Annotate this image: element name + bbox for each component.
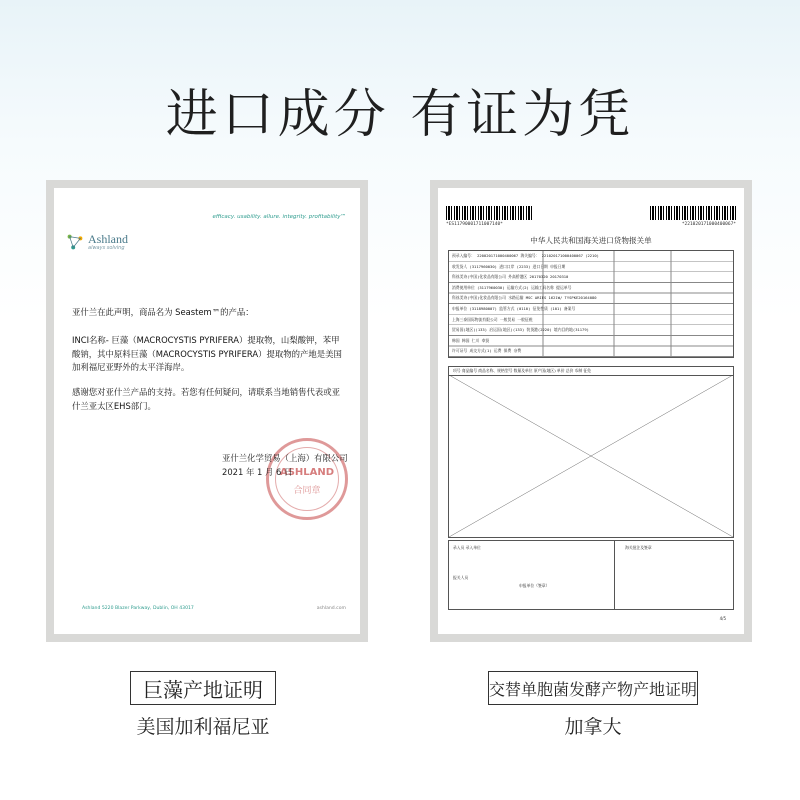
customs-annotation-label: 海关批注及签章 bbox=[625, 545, 652, 550]
customs-declaration-sheet bbox=[438, 188, 744, 634]
letter-date: 2021 年 1 月 6 日 bbox=[222, 467, 293, 477]
company-seal bbox=[266, 438, 348, 520]
strike-out-lines bbox=[449, 375, 733, 537]
ashland-logo bbox=[66, 233, 128, 251]
customs-declaration-frame bbox=[430, 180, 752, 642]
grid-row: 申报单位 (3118980007) 监管方式 (0110) 征免性质 (101) 备案号 bbox=[452, 306, 576, 311]
signatory-company: 亚什兰化学贸易（上海）有限公司 bbox=[222, 453, 348, 463]
customs-form-title: 中华人民共和国海关进口货物报关单 bbox=[530, 236, 652, 245]
letter-footer-website: ashland.com bbox=[316, 606, 346, 611]
letterhead-tagline: efficacy. usability. allure. integrity. profitability™ bbox=[212, 214, 346, 220]
grid-row: 韩国 韩国 仁川 奉贤 bbox=[452, 337, 490, 343]
barcode-left bbox=[446, 206, 532, 220]
page-number: 4/5 bbox=[719, 616, 726, 621]
ashland-logo-icon bbox=[66, 233, 84, 251]
customs-items-table bbox=[448, 366, 734, 538]
grid-row: 贸易国(地区)(133) 启运国(地区)(133) 装货港(2220) 境内目的地(31179) bbox=[452, 327, 589, 333]
grid-row: 收发货人 (3117960030) 进口口岸 (2233) 进口日期 申报日期 bbox=[452, 263, 566, 269]
customs-header-grid bbox=[448, 250, 734, 358]
barcode-left-text: *ES11790001711007140* bbox=[446, 222, 503, 227]
right-caption-box: 交替单胞菌发酵产物产地证明 bbox=[488, 671, 698, 705]
grid-row: 上海三泰国际物流有限公司 一般贸易 一般征税 bbox=[452, 316, 533, 322]
left-caption-box: 巨藻产地证明 bbox=[130, 671, 276, 705]
declarant-section bbox=[449, 541, 615, 609]
entry-clerk-label: 录入员 录入单位 bbox=[453, 545, 481, 550]
grid-row: 消费使用单位 (3117960030) 运输方式(2) 运输工具名称 提运单号 bbox=[452, 284, 572, 290]
left-caption-origin: 美国加利福尼亚 bbox=[136, 716, 270, 738]
letter-paragraph-1: 亚什兰在此声明，商品名为 Seastem™的产品： bbox=[72, 307, 254, 317]
letter-paragraph-2: INCI名称- 巨藻（MACROCYSTIS PYRIFERA）提取物，山梨酸钾，苯甲酸钠，其中原料巨藻（MACROCYSTIS PYRIFERA）提取物的产地是美国加利福尼亚野外的太平洋海岸。 bbox=[72, 335, 342, 372]
logo-subtitle: always solving bbox=[88, 245, 125, 251]
grid-row: 科丝美诗(中国)化妆品有限公司 外高桥港区 20170320 20170310 bbox=[452, 274, 569, 280]
barcode-right bbox=[650, 206, 736, 220]
letter-paragraph-3: 感谢您对亚什兰产品的支持。若您有任何疑问，请联系当地销售代表或亚什兰亚太区EHS部门。 bbox=[72, 387, 340, 411]
letter-footer-address: Ashland 5220 Blazer Parkway, Dublin, OH 43017 bbox=[82, 606, 194, 611]
declaring-unit-label: 申报单位（签章） bbox=[519, 583, 550, 588]
grid-row: 科丝美诗(中国)化妆品有限公司 水路运输 MSC ARIES 1621W/ TYSPKE20164080 bbox=[452, 295, 597, 301]
customs-signature-box bbox=[448, 540, 734, 610]
seal-subtext: 合同章 bbox=[293, 486, 321, 496]
declarant-label: 报关人员 bbox=[453, 575, 469, 580]
logo-name: Ashland bbox=[88, 232, 128, 246]
items-table-header: 项号 商品编号 商品名称、规格型号 数量及单位 原产国(地区) 单价 总价 币制 征免 bbox=[449, 367, 733, 376]
right-caption-origin: 加拿大 bbox=[564, 716, 622, 738]
seal-text: ASHLAND bbox=[279, 467, 335, 478]
grid-row: 许可证号 成交方式(1) 运费 保费 杂费 bbox=[452, 348, 522, 354]
ashland-certificate-sheet bbox=[54, 188, 360, 634]
grid-row: 预录入编号： 220020171000400067 海关编号： 221020171000400067 (2210) bbox=[452, 253, 599, 258]
barcode-right-text: *221020171000400067* bbox=[681, 222, 736, 227]
ashland-certificate-frame bbox=[46, 180, 368, 642]
page-headline: 进口成分 有证为凭 bbox=[165, 85, 635, 145]
